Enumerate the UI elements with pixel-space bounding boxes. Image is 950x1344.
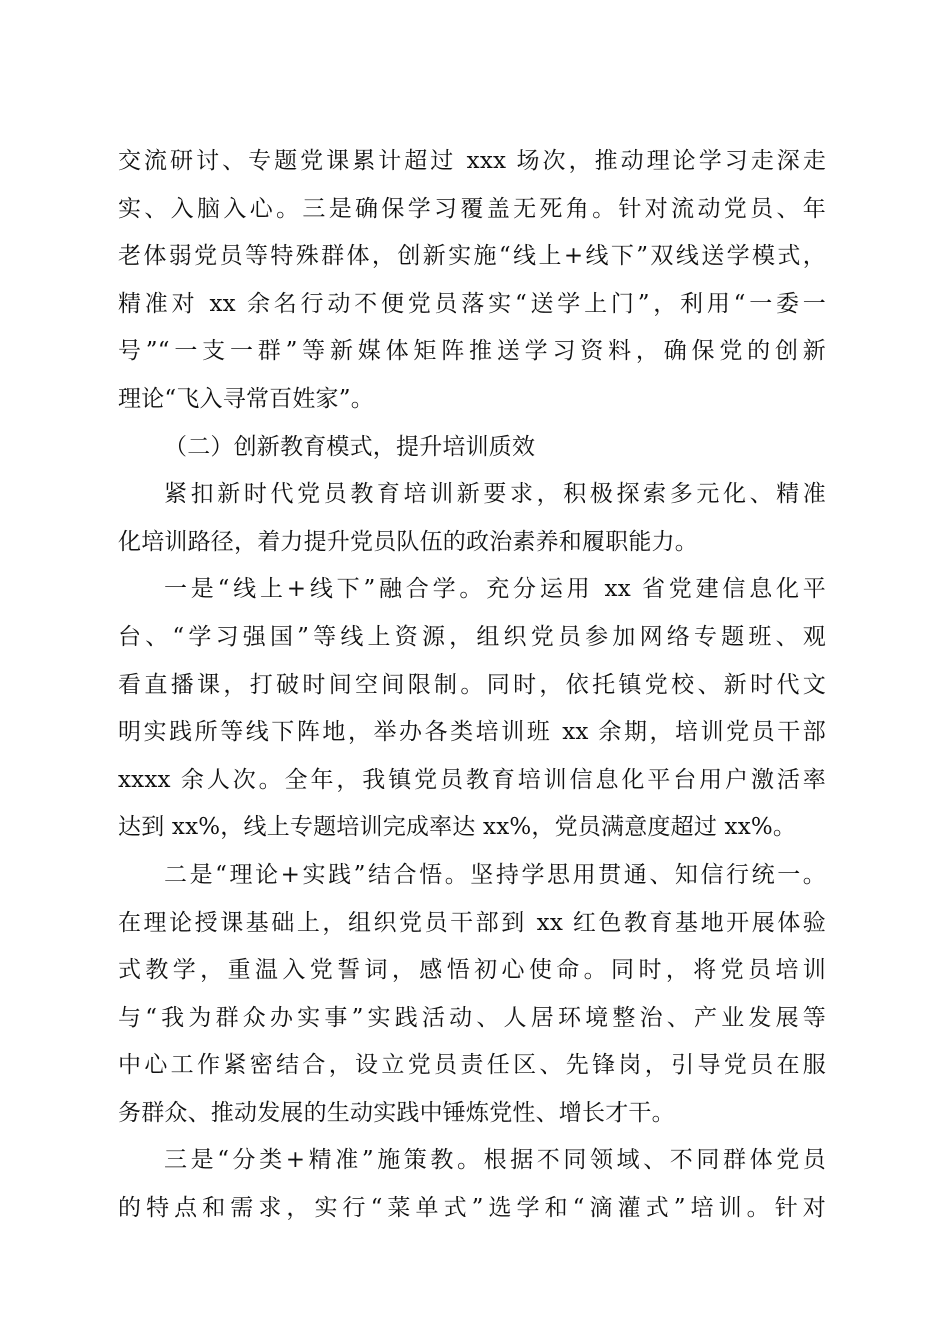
paragraph-line: 三是“分类+精准”施策教。根据不同领域、不同群体党员 — [164, 1147, 826, 1174]
paragraph-line: 化培训路径，着力提升党员队伍的政治素养和履职能力。 — [118, 528, 698, 555]
paragraph-1 — [118, 138, 826, 424]
paragraph-4 — [118, 852, 826, 1138]
paragraph-line: 交流研讨、专题党课累计超过 xxx 场次，推动理论学习走深走 — [118, 148, 826, 174]
paragraph-line: 式教学，重温入党誓词，感悟初心使命。同时，将党员培训 — [118, 957, 826, 984]
paragraph-line: 与“我为群众办实事”实践活动、人居环境整治、产业发展等 — [118, 1004, 826, 1031]
paragraph-line: 实、入脑入心。三是确保学习覆盖无死角。针对流动党员、年 — [118, 195, 826, 222]
paragraph-line: 老体弱党员等特殊群体，创新实施“线上+线下”双线送学模式， — [118, 243, 826, 270]
paragraph-line: 明实践所等线下阵地，举办各类培训班 xx 余期，培训党员干部 — [118, 719, 826, 746]
paragraph-line: 台、“学习强国”等线上资源，组织党员参加网络专题班、观 — [118, 623, 826, 650]
paragraph-line: 精准对 xx 余名行动不便党员落实“送学上门”，利用“一委一 — [118, 290, 826, 317]
paragraph-line: 理论“飞入寻常百姓家”。 — [118, 385, 374, 412]
paragraph-line: xxxx 余人次。全年，我镇党员教育培训信息化平台用户激活率 — [118, 766, 826, 793]
paragraph-5 — [118, 1137, 826, 1232]
paragraph-line: 务群众、推动发展的生动实践中锤炼党性、增长才干。 — [118, 1099, 675, 1126]
paragraph-line: 号”“一支一群”等新媒体矩阵推送学习资料，确保党的创新 — [118, 338, 826, 365]
paragraph-line: 紧扣新时代党员教育培训新要求，积极探索多元化、精准 — [164, 481, 826, 508]
paragraph-line: 看直播课，打破时间空间限制。同时，依托镇党校、新时代文 — [118, 671, 826, 698]
paragraph-line: 一是“线上+线下”融合学。充分运用 xx 省党建信息化平 — [164, 576, 826, 603]
section-heading: （二）创新教育模式，提升培训质效 — [164, 433, 536, 460]
paragraph-2 — [118, 471, 826, 566]
document-body — [118, 138, 826, 1233]
paragraph-line: 二是“理论+实践”结合悟。坚持学思用贯通、知信行统一。 — [164, 861, 826, 888]
paragraph-line: 的特点和需求，实行“菜单式”选学和“滴灌式”培训。针对 — [118, 1195, 826, 1222]
paragraph-line: 在理论授课基础上，组织党员干部到 xx 红色教育基地开展体验 — [118, 909, 826, 936]
paragraph-line: 达到 xx%，线上专题培训完成率达 xx%，党员满意度超过 xx%。 — [118, 814, 797, 841]
paragraph-line: 中心工作紧密结合，设立党员责任区、先锋岗，引导党员在服 — [118, 1052, 826, 1079]
paragraph-3 — [118, 566, 826, 852]
